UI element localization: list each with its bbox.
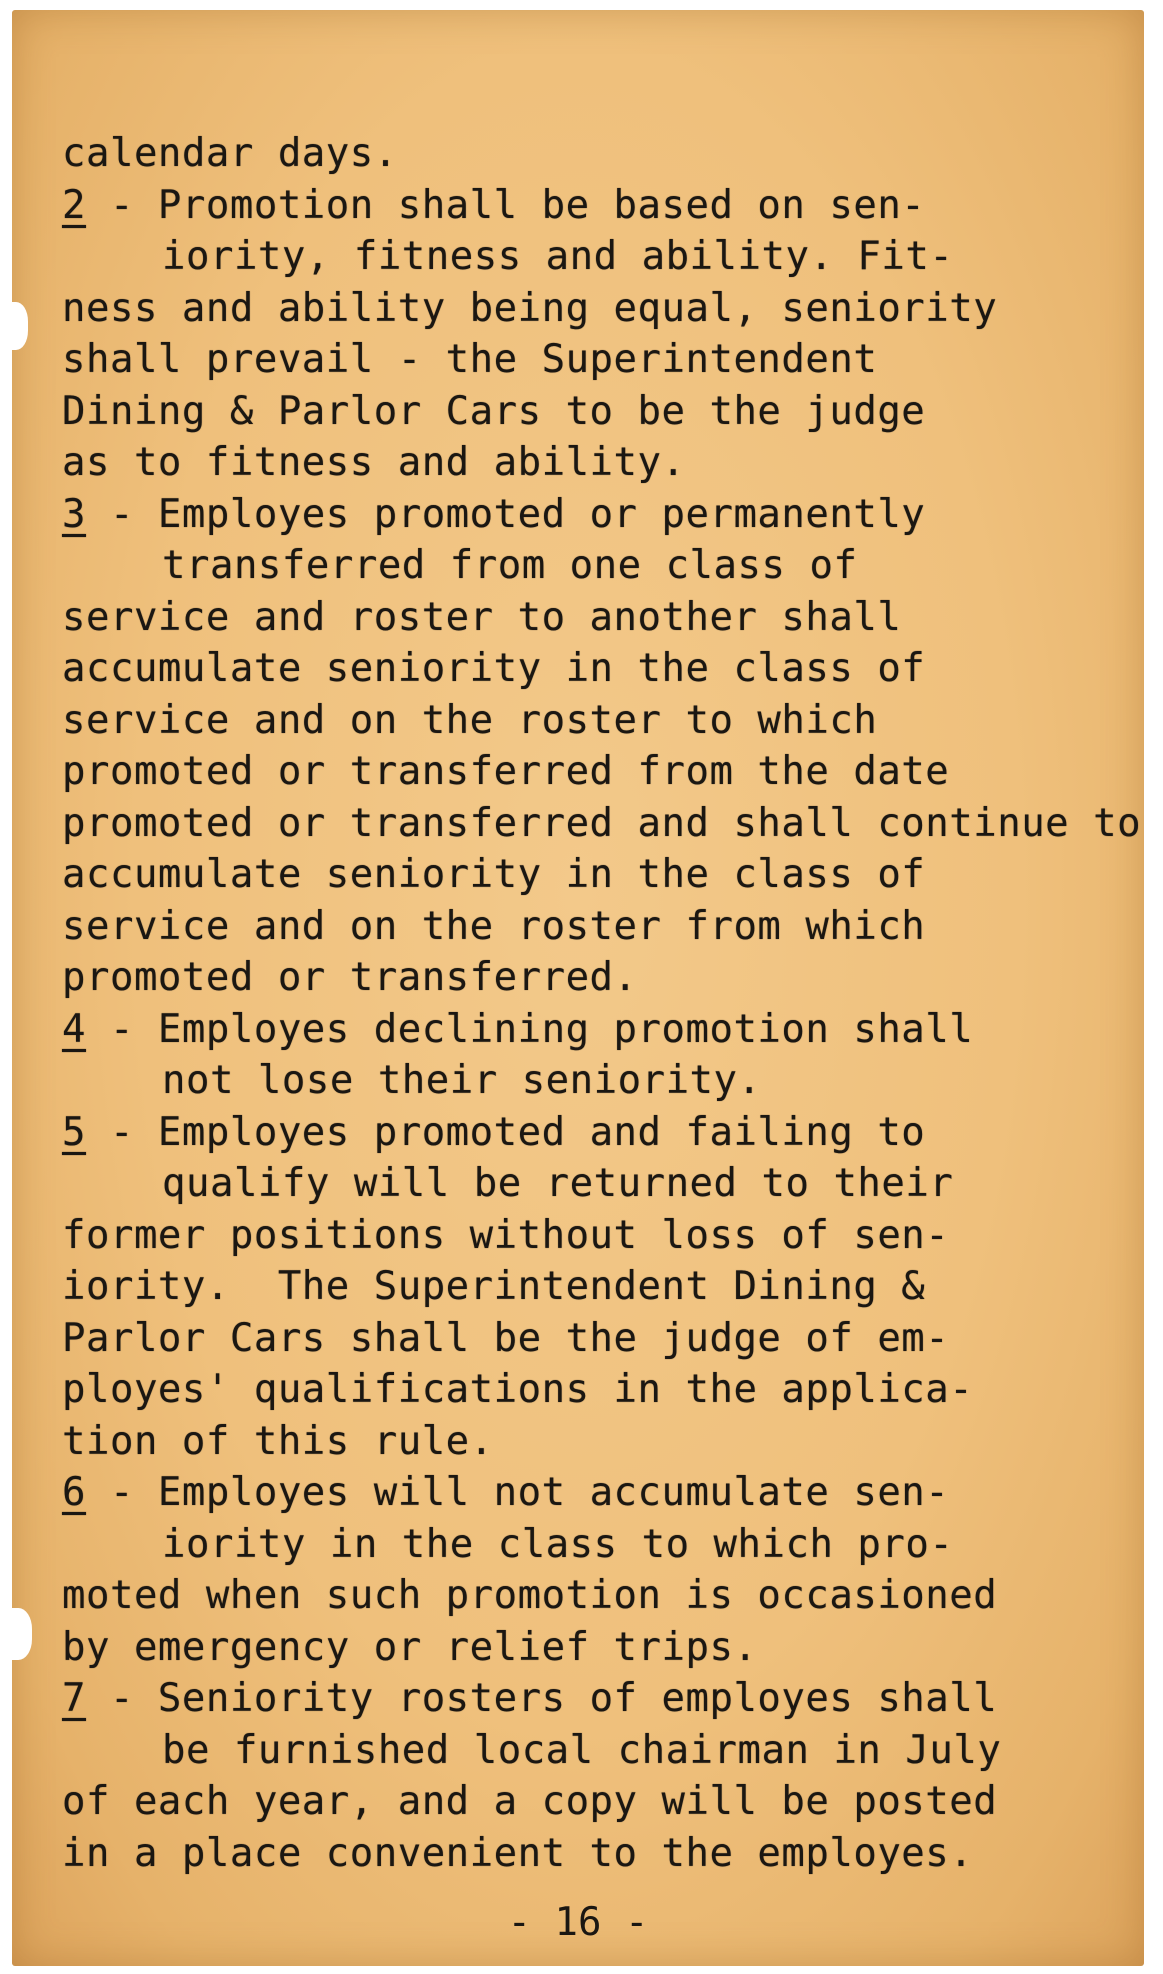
line-text: in a place convenient to the employes. [62,1830,974,1876]
text-line [62,1210,1142,1262]
page-number: - 16 - [507,1900,649,1945]
text-line [62,1158,1142,1210]
text-line [62,1416,1142,1468]
line-text: - Employes will not accumulate sen- [85,1470,950,1515]
line-text: ployes' qualifications in the applica- [62,1367,974,1412]
text-line [62,128,1142,180]
line-text: - Employes declining promotion shall [85,1006,974,1052]
line-text: promoted or transferred. [62,955,638,1000]
line-text: transferred from one class of [162,543,858,588]
line-text: of each year, and a copy will be posted [62,1779,998,1824]
rule-line-6 [62,1467,1142,1519]
text-line [62,643,1142,695]
line-text: Parlor Cars shall be the judge of em- [62,1315,950,1361]
text-line [62,1313,1142,1365]
rule-line-3 [62,489,1142,541]
line-text: ness and ability being equal, seniority [62,285,998,331]
rule-line-4 [62,1004,1142,1056]
typed-text-body [62,128,1142,1879]
text-line [62,231,1142,283]
text-line [62,1725,1142,1777]
line-text: service and on the roster to which [62,697,878,743]
text-line [62,386,1142,438]
line-text: - Promotion shall be based on sen- [85,182,926,228]
line-text: Dining & Parlor Cars to be the judge [62,388,926,434]
line-text: iority in the class to which pro- [162,1521,954,1567]
line-text: qualify will be returned to their [162,1161,954,1206]
rule-line-2 [62,180,1142,232]
paper-tear-top [0,302,28,350]
text-line [62,849,1142,901]
text-line [62,540,1142,592]
text-line [62,283,1142,335]
line-text: promoted or transferred and shall continue to [62,800,1142,846]
line-text: iority. The Superintendent Dining & [62,1264,926,1309]
text-line [62,1261,1142,1313]
line-text: shall prevail - the Superintendent [62,337,878,382]
line-text: - Employes promoted and failing to [85,1109,926,1155]
rule-line-5 [62,1107,1142,1159]
line-text: by emergency or relief trips. [62,1624,758,1670]
line-text: as to fitness and ability. [62,440,686,485]
line-text: accumulate seniority in the class of [62,852,926,897]
rule-number: 6 [62,1470,86,1515]
line-text: accumulate seniority in the class of [62,646,926,691]
line-text: service and roster to another shall [62,594,902,640]
rule-number: 7 [62,1676,86,1721]
typed-page [12,10,1144,1966]
text-line [62,901,1142,953]
rule-line-7 [62,1673,1142,1725]
text-line [62,437,1142,489]
line-text: calendar days. [62,131,398,176]
line-text: not lose their seniority. [162,1058,762,1103]
line-text: be furnished local chairman in July [162,1727,1002,1773]
rule-number: 3 [62,491,86,537]
line-text: - Seniority rosters of employes shall [85,1676,998,1721]
text-line [62,1776,1142,1828]
text-line [62,1828,1142,1880]
text-line [62,695,1142,747]
text-line [62,1364,1142,1416]
text-line [62,746,1142,798]
rule-number: 4 [62,1006,86,1052]
rule-number: 5 [62,1109,86,1155]
text-line [62,1055,1142,1107]
line-text: former positions without loss of sen- [62,1212,950,1258]
paper-tear-bottom [0,1608,32,1660]
line-text: tion of this rule. [62,1418,494,1464]
line-text: service and on the roster from which [62,903,926,949]
text-line [62,798,1142,850]
rule-number: 2 [62,182,86,228]
text-line [62,334,1142,386]
line-text: - Employes promoted or permanently [85,491,926,537]
line-text: promoted or transferred from the date [62,749,950,794]
text-line [62,1519,1142,1571]
line-text: moted when such promotion is occasioned [62,1573,998,1618]
text-line [62,952,1142,1004]
line-text: iority, fitness and ability. Fit- [162,234,954,279]
text-line [62,1570,1142,1622]
text-line [62,1622,1142,1674]
text-line [62,592,1142,644]
